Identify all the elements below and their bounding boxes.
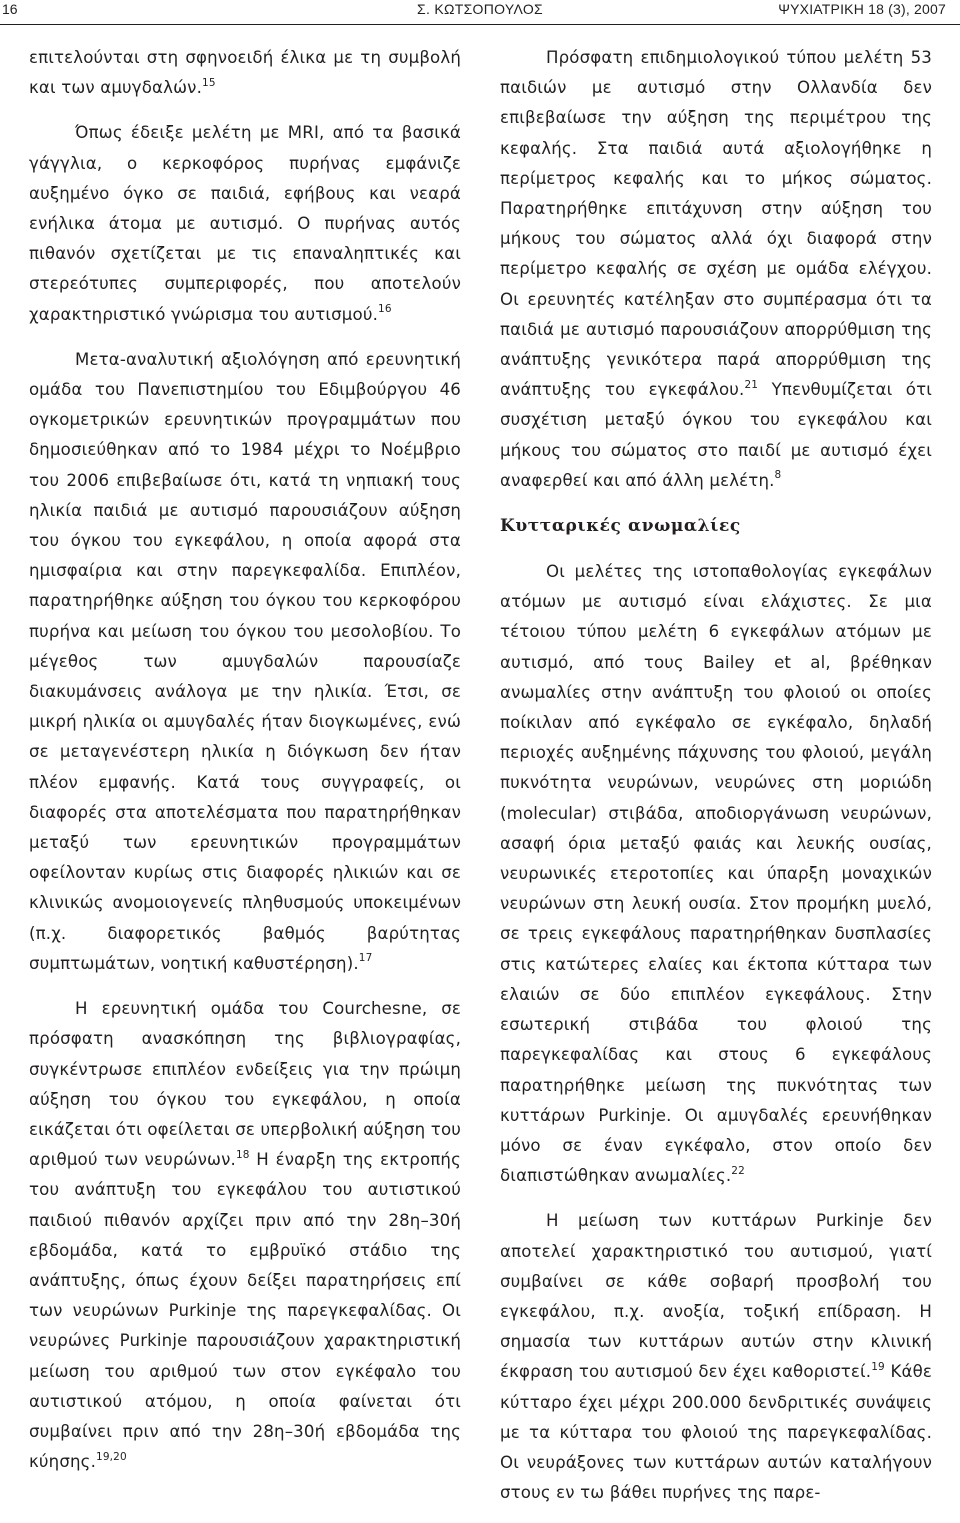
- running-head-author: Σ. ΚΩΤΣΟΠΟΥΛΟΣ: [417, 1, 543, 17]
- citation-superscript: 15: [202, 76, 216, 89]
- right-column: [500, 43, 932, 1523]
- paragraph-text-run: Μετα-αναλυτική αξιολόγηση από ερευνητική ομάδα του Πανεπιστημίου του Εδιμβούργου 46 ογκομετρικών ερευνητικών προγραμμάτων που δημοσιεύθηκαν από το 1984 μέχρι το Νοέμβριο του 2006 επιβεβαίωσε ότι, κατά τη νηπιακή τους ηλικία παιδιά με αυτισμό παρουσιάζουν αύξηση του όγκου του εγκεφάλου, η οποία αφορά στα ημισφαίρια και στην παρεγκεφαλίδα. Επιπλέον, παρατηρήθηκε αύξηση του όγκου του κερκοφόρου πυρήνα και μείωση του όγκου του μεσολοβίου. Το μέγεθος των αμυγδαλών παρουσίαζε διακυμάνσεις ανάλογα με την ηλικία. Έτσι, σε μικρή ηλικία οι αμυγδαλές ήταν διογκωμένες, ενώ σε μεταγενέστερη ηλικία η διόγκωση δεν ήταν πλέον εμφανής. Κατά τους συγγραφείς, οι διαφορές στα αποτελέσματα που παρατηρήθηκαν μεταξύ των ερευνητικών προγραμμάτων οφείλονταν κυρίως στις διαφορές ηλικιών και σε κλινικώς ανομοιογενείς πληθυσμούς υποκειμένων (π.χ. διαφορετικός βαθμός βαρύτητας συμπτωμάτων, νοητική καθυστέρηση).: [29, 349, 461, 973]
- paragraph-text-run: Οι μελέτες της ιστοπαθολογίας εγκεφάλων ατόμων με αυτισμό είναι ελάχιστες. Σε μια τέτοιου τύπου μελέτη 6 εγκεφάλων ατόμων με αυτισμό, από τους Bailey et al, βρέθηκαν ανωμαλίες στην ανάπτυξη του φλοιού οι οποίες ποίκιλαν από εγκέφαλο σε εγκέφαλο, δηλαδή περιοχές αυξημένης πάχυνσης του φλοιού, μεγάλη πυκνότητα νευρώνων, νευρώνες στη μοριώδη (molecular) στιβάδα, αποδιοργάνωση νευρώνων, ασαφή όρια μεταξύ φαιάς και λευκής ουσίας, νευρωνικές ετεροτοπίες και ύπαρξη μοναχικών νευρώνων στη λευκή ουσία. Στον προμήκη μυελό, σε τρεις εγκεφάλους παρατηρήθηκαν δυσπλασίες στις κατώτερες ελαίες και έκτοπα κύτταρα των ελαιών σε δύο επιπλέον εγκεφάλους. Στην εσωτερική στιβάδα του φλοιού της παρεγκεφαλίδας και στους 6 εγκεφάλους παρατηρήθηκε μείωση της πυκνότητας των κυττάρων Purkinje. Οι αμυγδαλές ερευνήθηκαν μόνο σε έναν εγκέφαλο, στον οποίο δεν διαπιστώθηκαν ανωμαλίες.: [500, 562, 932, 1186]
- paragraph-text-run: Υπενθυμίζεται ότι συσχέτιση μεταξύ όγκου του εγκεφάλου και μήκους του σώματος στο παιδί με αυτισμό έχει αναφερθεί και από άλλη μελέτη.: [500, 380, 933, 490]
- body-paragraph: [29, 118, 461, 329]
- running-head: [0, 0, 960, 26]
- paragraph-text-run: Η μείωση των κυττάρων Purkinje δεν αποτελεί χαρακτηριστικό του αυτισμού, γιατί συμβαίνει σε κάθε σοβαρή προσβολή του εγκεφάλου, π.χ. ανοξία, τοξική επίδραση. Η σημασία των κυττάρων αυτών στην κλινική έκφραση του αυτισμού δεν έχει καθοριστεί.: [500, 1211, 932, 1382]
- paragraph-text-run: Όπως έδειξε μελέτη με MRI, από τα βασικά γάγγλια, ο κερκοφόρος πυρήνας εμφάνιζε αυξημένο όγκο σε παιδιά, εφήβους και νεαρά ενήλικα άτομα με αυτισμό. Ο πυρήνας αυτός πιθανόν σχετίζεται με τις επαναληπτικές και στερεότυπες συμπεριφορές, που αποτελούν χαρακτηριστικό γνώρισμα του αυτισμού.: [29, 123, 461, 324]
- header-rule: [0, 24, 960, 25]
- paragraph-text-run: Κάθε κύτταρο έχει μέχρι 200.000 δενδριτικές συνάψεις με τα κύτταρα του φλοιού της παρεγκεφαλίδας. Οι νευράξονες των κυττάρων αυτών καταλήγουν στους εν τω βάθει πυρήνες της παρε-: [500, 1362, 932, 1503]
- citation-superscript: 19: [871, 1360, 885, 1373]
- paragraph-text-run: επιτελούνται στη σφηνοειδή έλικα με τη συμβολή και των αμυγδαλών.: [29, 48, 461, 98]
- body-paragraph: [29, 994, 461, 1477]
- left-column: [29, 43, 461, 1492]
- page-number: 16: [2, 1, 18, 17]
- paragraph-text-run: Πρόσφατη επιδημιολογικού τύπου μελέτη 53 παιδιών με αυτισμό στην Ολλανδία δεν επιβεβαίωσε την αύξηση της περιμέτρου της κεφαλής. Στα παιδιά αυτά αξιολογήθηκε η περίμετρος κεφαλής και το μήκος σώματος. Παρατηρήθηκε επιτάχυνση στην αύξηση του μήκους του σώματος αλλά όχι διαφορά στην περίμετρο κεφαλής σε σχέση με ομάδα ελέγχου. Οι ερευνητές κατέληξαν στο συμπέρασμα ότι τα παιδιά με αυτισμό παρουσιάζουν απορρύθμιση της ανάπτυξης γενικότερα παρά απορρύθμιση της ανάπτυξης του εγκεφάλου.: [500, 48, 932, 400]
- citation-superscript: 19,20: [96, 1450, 127, 1463]
- body-paragraph: [500, 1206, 932, 1508]
- citation-superscript: 8: [774, 469, 782, 482]
- citation-superscript: 17: [358, 952, 373, 965]
- paragraph-text-run: Η ερευνητική ομάδα του Courchesne, σε πρόσφατη ανασκόπηση της βιβλιογραφίας, συγκέντρωσε επιπλέον ενδείξεις για την πρώιμη αύξηση του όγκου του εγκεφάλου, η οποία εικάζεται ότι οφείλεται σε υπερβολική αύξηση του αριθμού των νευρώνων.: [29, 999, 461, 1170]
- citation-superscript: 16: [378, 303, 392, 316]
- body-paragraph: [29, 345, 461, 979]
- citation-superscript: 18: [235, 1148, 250, 1161]
- body-paragraph: [29, 43, 461, 103]
- paragraph-text-run: Η έναρξη της εκτροπής του ανάπτυξη του εγκεφάλου του αυτιστικού παιδιού πιθανόν αρχίζει πριν από την 28η–30ή εβδομάδα, κατά το εμβρυϊκό στάδιο της ανάπτυξης, όπως έχουν δείξει παρατηρήσεις επί των νευρώνων Purkinje της παρεγκεφαλίδας. Οι νευρώνες Purkinje παρουσιάζουν χαρακτηριστική μείωση του αριθμού των στον εγκέφαλο του αυτιστικού ατόμου, η οποία φαίνεται ότι συμβαίνει πριν από την 28η–30ή εβδομάδα της κύησης.: [29, 1150, 461, 1472]
- body-paragraph: [500, 43, 932, 496]
- citation-superscript: 21: [744, 378, 759, 391]
- body-paragraph: [500, 557, 932, 1191]
- citation-superscript: 22: [731, 1164, 745, 1177]
- section-heading: Κυτταρικές ανωμαλίες: [500, 516, 741, 537]
- running-head-journal: ΨΥΧΙΑΤΡΙΚΗ 18 (3), 2007: [778, 1, 946, 17]
